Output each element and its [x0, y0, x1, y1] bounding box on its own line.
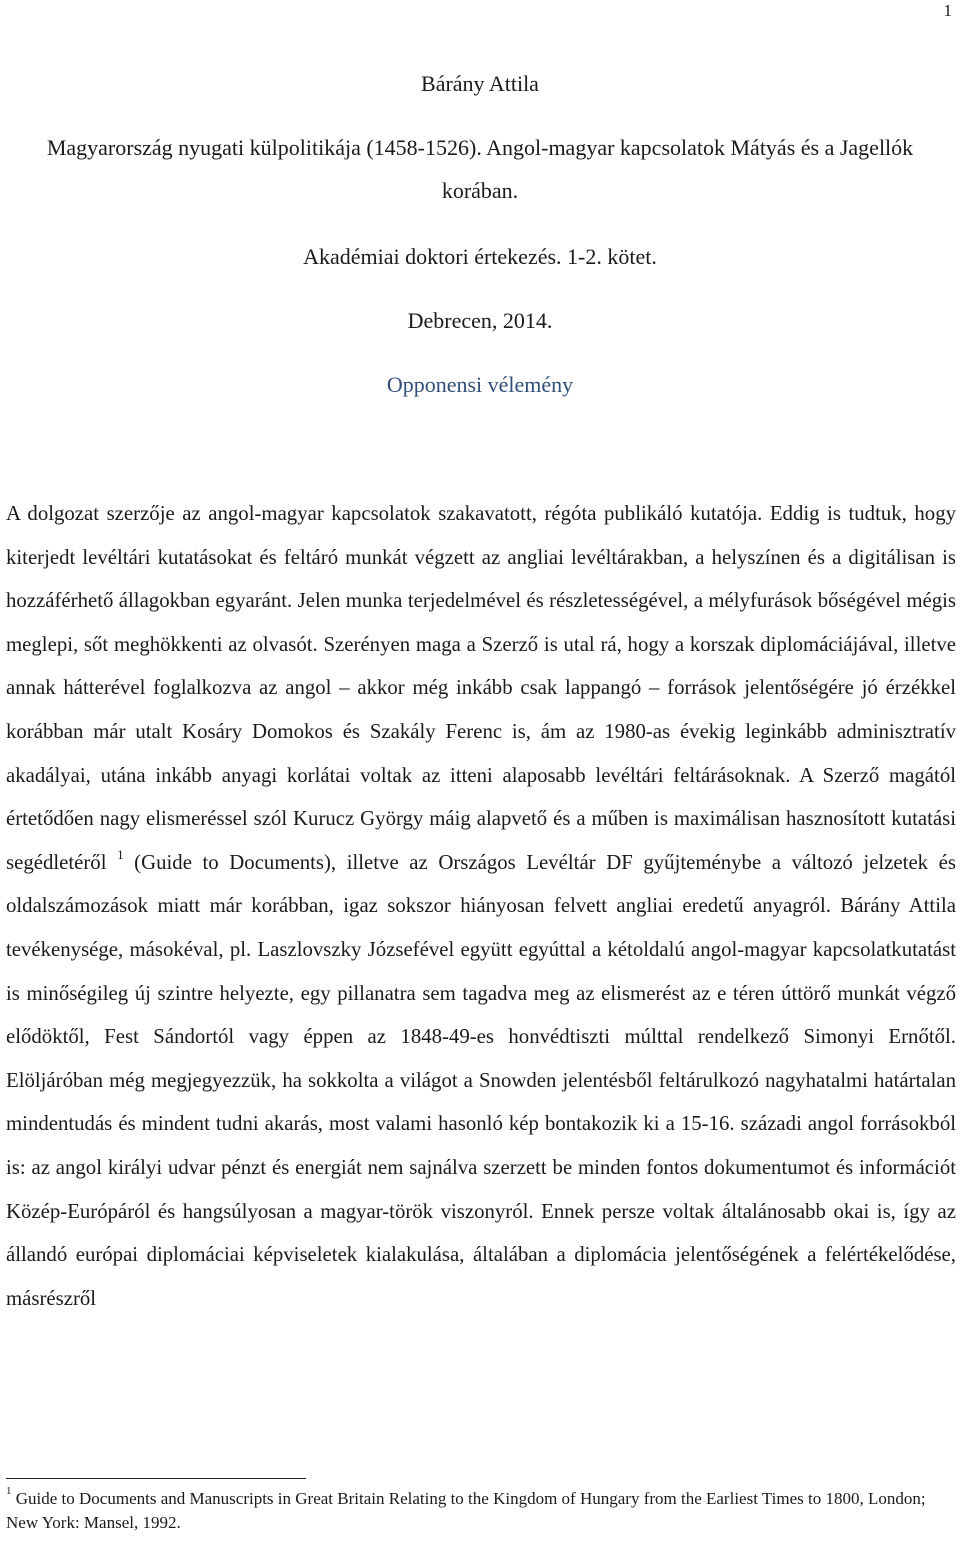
- footnote-reference[interactable]: 1: [117, 846, 124, 862]
- author-name: Bárány Attila: [421, 71, 539, 96]
- footnote-marker: 1: [6, 1485, 12, 1498]
- document-subtitle: Akadémiai doktori értekezés. 1-2. kötet.: [303, 244, 657, 269]
- place-date: Debrecen, 2014.: [407, 308, 553, 333]
- footnote: [6, 1487, 956, 1535]
- body-text-part-1: A dolgozat szerzője az angol-magyar kapcsolatok szakavatott, régóta publikáló kutatója. Eddig is tudtuk, hogy kiterjedt levéltári kutatásokat és feltáró munkát végzett az angliai levéltárakban, a helyszínen és a digitálisan is hozzáférhető állagokban egyaránt. Jelen munka terjedelmével és részletességével, a mélyfurások bőségével mégis meglepi, sőt meghökkenti az olvasót. Szerényen maga a Szerző is utal rá, hogy a korszak diplomáciájával, illetve annak hátterével foglalkozva az angol – akkor még inkább csak lappangó – források jelentőségére jó érzékkel korábban már utalt Kosáry Domokos és Szakály Ferenc is, ám az 1980-as évekig leginkább adminisztratív akadályai, utána inkább anyagi korlátai voltak az itteni alaposabb levéltári feltárásoknak. A Szerző magától értetődően nagy elismeréssel szól Kurucz György máig alapvető és a műben is maximálisan hasznosított kutatási segédletéről: [6, 502, 956, 874]
- body-paragraph: [6, 492, 956, 1320]
- body-text-part-2: (Guide to Documents), illetve az Országos Levéltár DF gyűjteménybe a változó jelzetek és oldalszámozások miatt már korábban, igaz sokszor hiányosan felvett angliai eredetű anyagról. Bárány Attila tevékenysége, másokéval, pl. Laszlovszky Józsefével együtt egyúttal a kétoldalú angol-magyar kapcsolatkutatást is minőségileg új szintre helyezte, egy pillanatra sem tagadva meg az elismerést az e téren úttörő munkát végző elődöktől, Fest Sándortól vagy éppen az 1848-49-es honvédtiszti múlttal rendelkező Simonyi Ernőtől. Elöljáróban még megjegyezzük, ha sokkolta a világot a Snowden jelentésből feltárulkozó nagyhatalmi határtalan mindentudás és mindent tudni akarás, most valami hasonló kép bontakozik ki a 15-16. századi angol forrásokból is: az angol királyi udvar pénzt és energiát nem sajnálva szerzett be minden fontos dokumentumot és információt Közép-Európáról és hangsúlyosan a magyar-török viszonyról. Ennek persze voltak általánosabb okai is, így az állandó európai diplomáciai képviseletek kialakulása, általában a diplomácia jelentőségének a felértékelődése, másrészről: [6, 850, 956, 1310]
- footnote-text: Guide to Documents and Manuscripts in Great Britain Relating to the Kingdom of Hungary from the Earliest Times to 1800, London; New York: Mansel, 1992.: [6, 1489, 926, 1532]
- review-title: Opponensi vélemény: [386, 372, 574, 397]
- footnote-divider: [6, 1478, 306, 1479]
- page-number: 1: [943, 1, 952, 20]
- document-title: Magyarország nyugati külpolitikája (1458-1526). Angol-magyar kapcsolatok Mátyás és a Jagellók korában.: [46, 135, 914, 203]
